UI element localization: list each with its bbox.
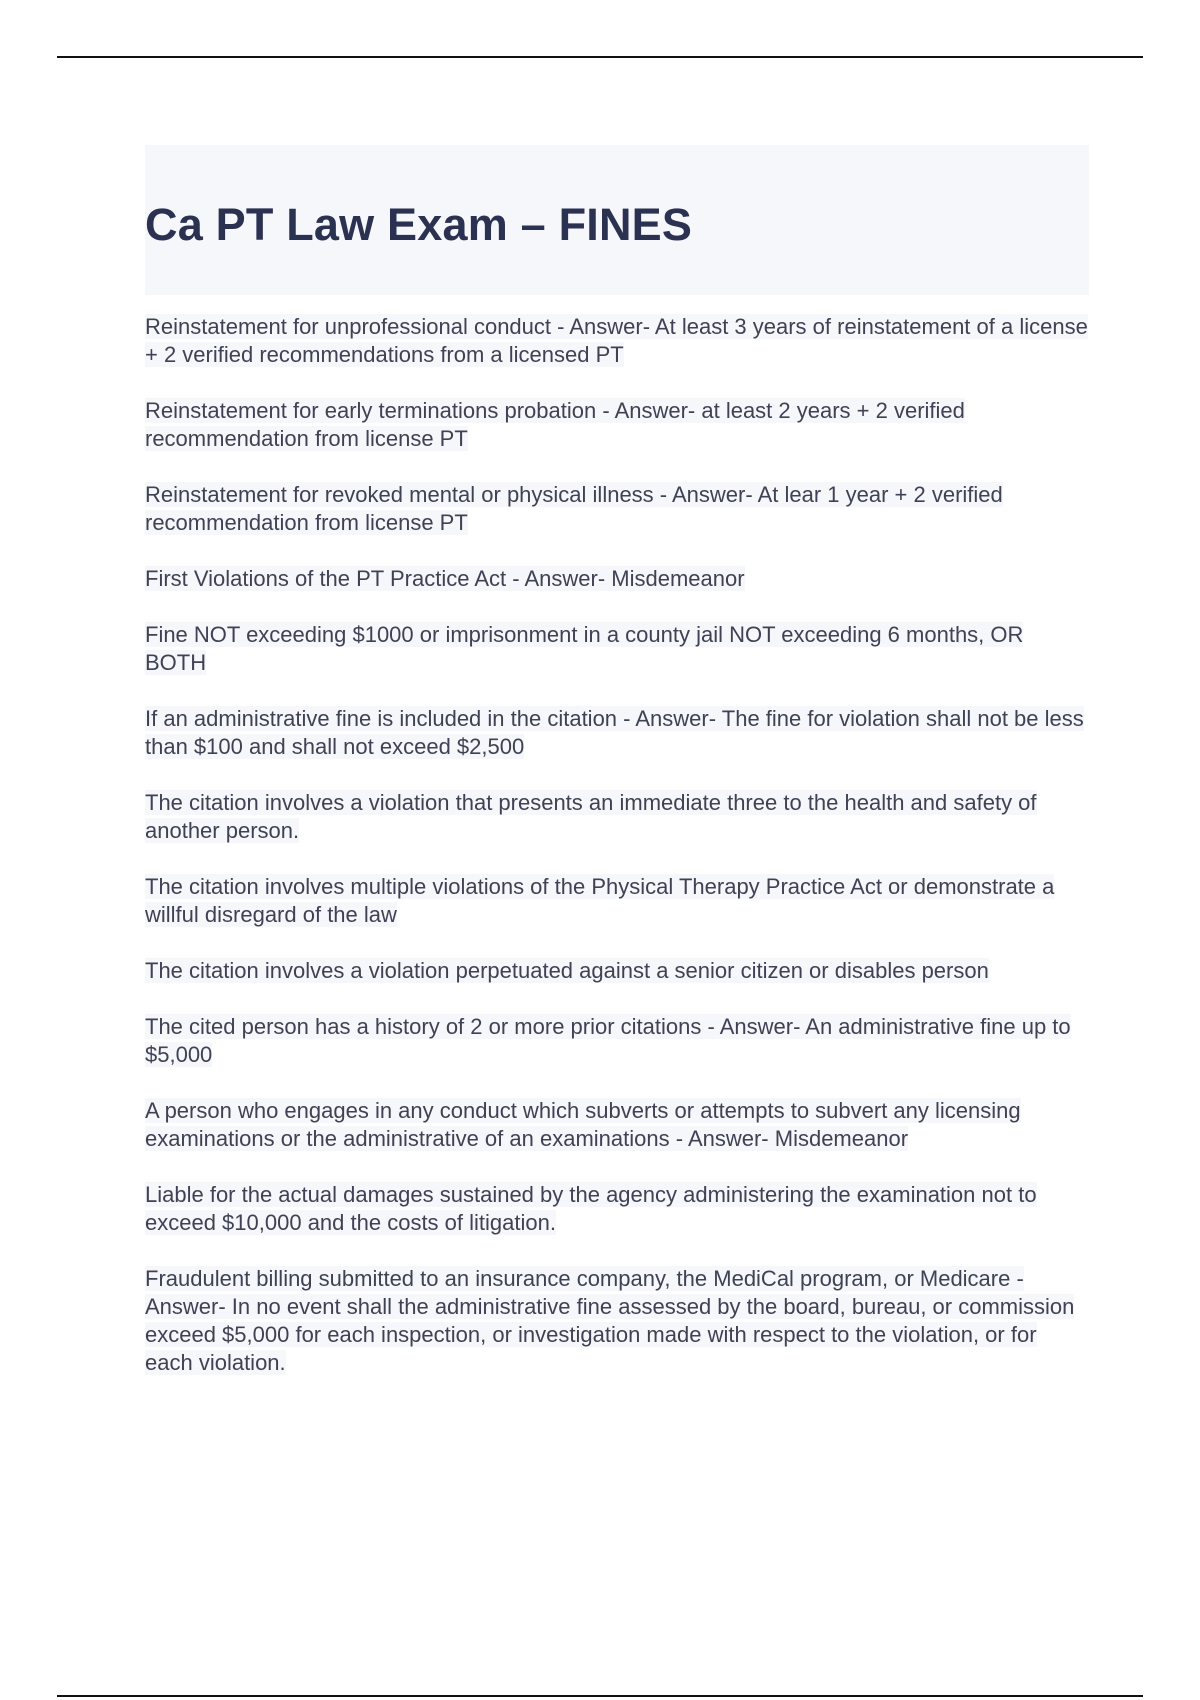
entry-text: The citation involves multiple violations of the Physical Therapy Practice Act or demonstrate a willful disregard of the law [145, 874, 1055, 927]
list-item [145, 1013, 1089, 1069]
list-item [145, 565, 1089, 593]
list-item [145, 789, 1089, 845]
list-item [145, 705, 1089, 761]
entry-text: Reinstatement for unprofessional conduct - Answer- At least 3 years of reinstatement of a license + 2 verified recommendations from a licensed PT [145, 314, 1088, 367]
entry-text: The citation involves a violation perpetuated against a senior citizen or disables person [145, 958, 989, 983]
document-body [145, 145, 1089, 1405]
entry-text: Reinstatement for revoked mental or physical illness - Answer- At lear 1 year + 2 verified recommendation from license PT [145, 482, 1003, 535]
entry-text: Fine NOT exceeding $1000 or imprisonment in a county jail NOT exceeding 6 months, OR BOTH [145, 622, 1024, 675]
entry-text: Reinstatement for early terminations probation - Answer- at least 2 years + 2 verified recommendation from license PT [145, 398, 965, 451]
list-item [145, 1265, 1089, 1377]
entry-list [145, 313, 1089, 1377]
entry-text: A person who engages in any conduct which subverts or attempts to subvert any licensing examinations or the administrative of an examinations - Answer- Misdemeanor [145, 1098, 1021, 1151]
list-item [145, 1181, 1089, 1237]
list-item [145, 621, 1089, 677]
title-block [145, 145, 1089, 295]
list-item [145, 397, 1089, 453]
bottom-rule [57, 1695, 1143, 1697]
list-item [145, 481, 1089, 537]
entry-text: Fraudulent billing submitted to an insurance company, the MediCal program, or Medicare - Answer- In no event shall the administrative fine assessed by the board, bureau, or commission exceed $5,000 for each inspection, or investigation made with respect to the violation, or for each violation. [145, 1266, 1075, 1375]
entry-text: Liable for the actual damages sustained by the agency administering the examination not to exceed $10,000 and the costs of litigation. [145, 1182, 1037, 1235]
page-title: Ca PT Law Exam – FINES [145, 199, 693, 250]
entry-text: If an administrative fine is included in the citation - Answer- The fine for violation shall not be less than $100 and shall not exceed $2,500 [145, 706, 1084, 759]
list-item [145, 1097, 1089, 1153]
entry-text: The cited person has a history of 2 or more prior citations - Answer- An administrative fine up to $5,000 [145, 1014, 1071, 1067]
list-item [145, 313, 1089, 369]
list-item [145, 873, 1089, 929]
entry-text: The citation involves a violation that presents an immediate three to the health and safety of another person. [145, 790, 1037, 843]
top-rule [57, 56, 1143, 58]
entry-text: First Violations of the PT Practice Act - Answer- Misdemeanor [145, 566, 745, 591]
list-item [145, 957, 1089, 985]
